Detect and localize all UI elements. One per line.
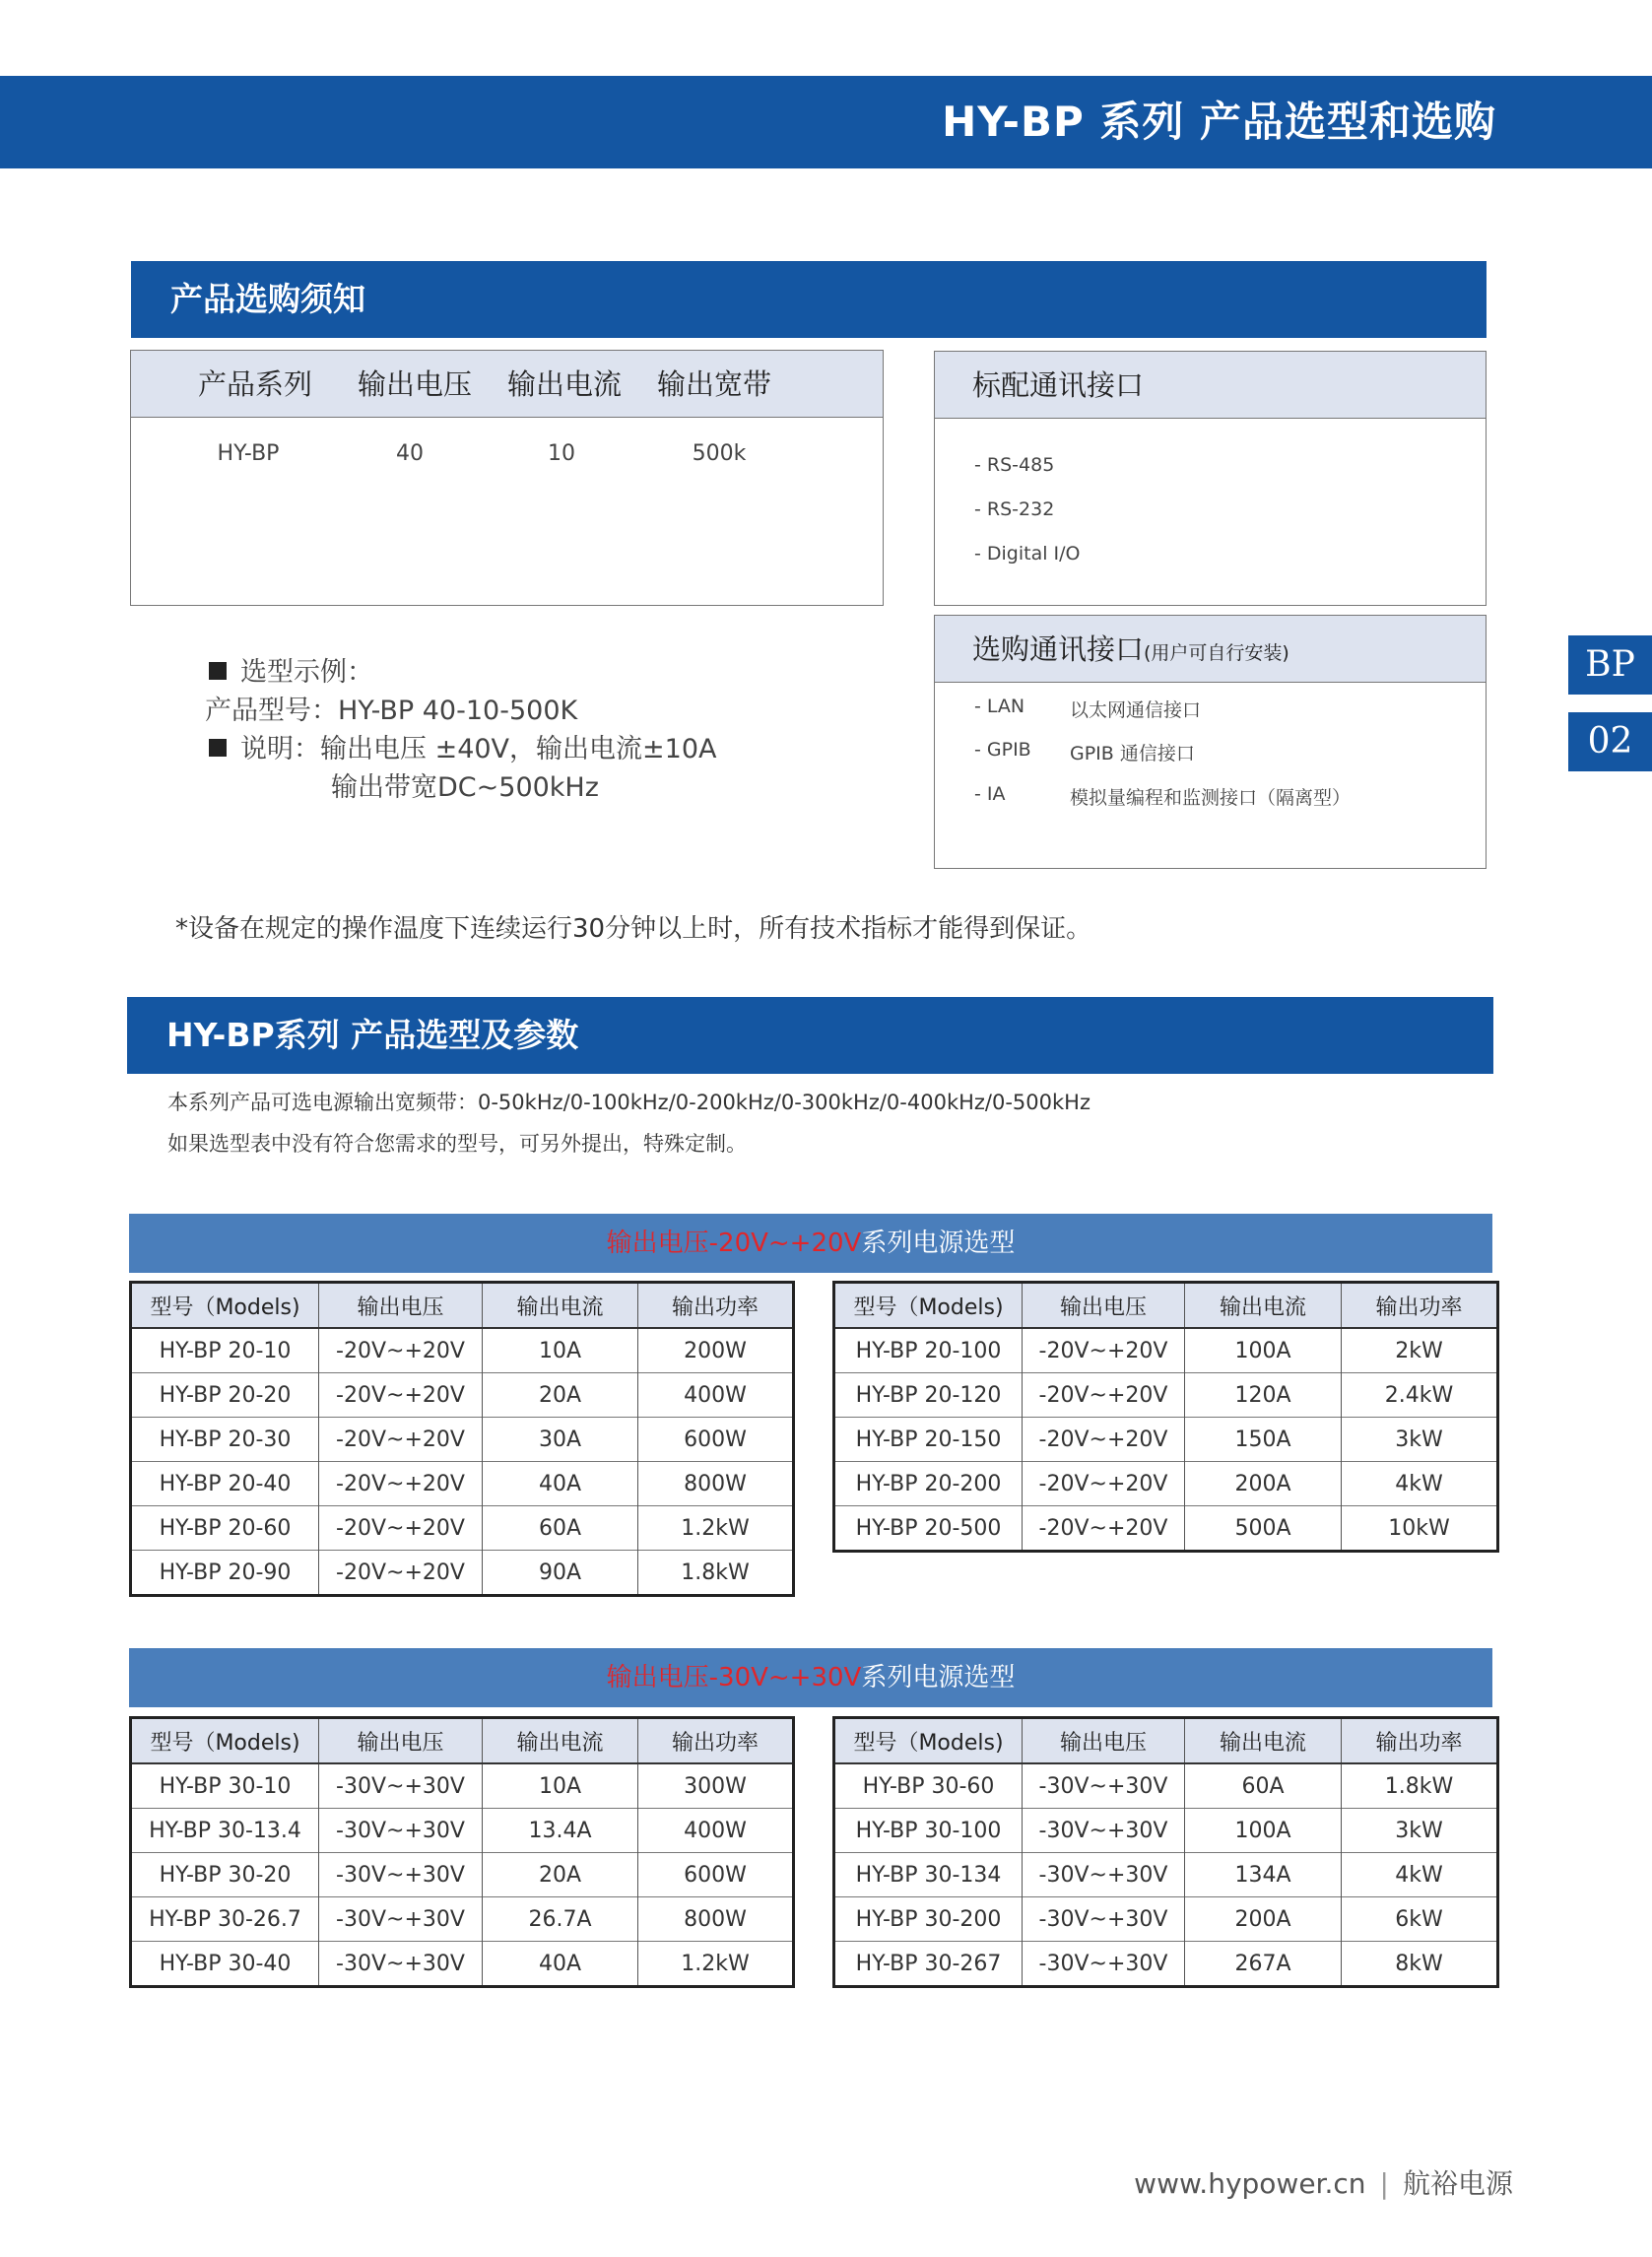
cell-model: HY-BP 20-120 — [834, 1373, 1023, 1418]
table-row — [131, 1551, 794, 1596]
cell-model: HY-BP 30-13.4 — [131, 1809, 319, 1853]
cell-power: 2kW — [1342, 1328, 1498, 1373]
cell-voltage: -30V~+30V — [1023, 1809, 1185, 1853]
series-20-title-suffix: 系列电源选型 — [861, 1228, 1016, 1258]
series-20-title-range: 输出电压-20V~+20V — [606, 1228, 862, 1258]
list-item: - Digital I/O — [974, 543, 1081, 564]
cell-current: 60A — [1185, 1763, 1342, 1809]
table-row — [131, 1373, 794, 1418]
col-header-model: 型号（Models) — [834, 1283, 1023, 1329]
example-line-3: 说明：输出电压 ±40V，输出电流±10A — [209, 730, 716, 768]
table-row — [131, 1809, 794, 1853]
table-row — [131, 1506, 794, 1551]
series-30-title-range: 输出电压-30V~+30V — [606, 1663, 862, 1693]
cell-voltage: -20V~+20V — [319, 1462, 483, 1506]
col-header-current: 输出电流 — [1185, 1283, 1342, 1329]
standard-interface-header — [935, 352, 1486, 419]
cell-voltage: -20V~+20V — [319, 1328, 483, 1373]
summary-value-series: HY-BP — [217, 441, 280, 466]
table-body — [131, 1763, 794, 1987]
table-row — [834, 1462, 1498, 1506]
cell-voltage: -20V~+20V — [319, 1373, 483, 1418]
cell-model: HY-BP 20-90 — [131, 1551, 319, 1596]
section-title: HY-BP系列 产品选型及参数 — [166, 1016, 579, 1054]
summary-header-series: 产品系列 — [198, 367, 313, 401]
cell-voltage: -20V~+20V — [1023, 1462, 1185, 1506]
cell-power: 400W — [638, 1809, 794, 1853]
cell-model: HY-BP 30-20 — [131, 1853, 319, 1897]
cell-voltage: -30V~+30V — [319, 1897, 483, 1942]
square-bullet-icon — [209, 739, 227, 757]
cell-current: 100A — [1185, 1809, 1342, 1853]
table-row — [131, 1328, 794, 1373]
table-header-row — [834, 1283, 1498, 1329]
col-header-model: 型号（Models) — [131, 1718, 319, 1764]
cell-model: HY-BP 30-200 — [834, 1897, 1023, 1942]
summary-value-bandwidth: 500k — [692, 441, 747, 466]
col-header-model: 型号（Models) — [131, 1283, 319, 1329]
optional-item-code: - LAN — [974, 696, 1025, 717]
col-header-voltage: 输出电压 — [1023, 1283, 1185, 1329]
cell-voltage: -20V~+20V — [319, 1506, 483, 1551]
table-row — [834, 1809, 1498, 1853]
cell-power: 1.2kW — [638, 1942, 794, 1987]
summary-value-current: 10 — [548, 441, 575, 466]
cell-model: HY-BP 20-30 — [131, 1418, 319, 1462]
col-header-current: 输出电流 — [483, 1718, 638, 1764]
footer-brand: 航裕电源 — [1402, 2167, 1513, 2200]
cell-power: 300W — [638, 1763, 794, 1809]
series-30-title-suffix: 系列电源选型 — [861, 1663, 1016, 1693]
summary-header-bandwidth: 输出宽带 — [657, 367, 772, 401]
optional-interface-title: 选购通讯接口 — [972, 632, 1145, 666]
table-row — [834, 1853, 1498, 1897]
cell-current: 90A — [483, 1551, 638, 1596]
section2-desc-2: 如果选型表中没有符合您需求的型号，可另外提出，特殊定制。 — [167, 1132, 747, 1156]
cell-voltage: -20V~+20V — [1023, 1328, 1185, 1373]
cell-model: HY-BP 20-150 — [834, 1418, 1023, 1462]
list-item: - RS-485 — [974, 454, 1055, 476]
cell-model: HY-BP 30-40 — [131, 1942, 319, 1987]
optional-interface-box — [934, 615, 1487, 869]
cell-current: 30A — [483, 1418, 638, 1462]
cell-power: 800W — [638, 1897, 794, 1942]
cell-power: 4kW — [1342, 1462, 1498, 1506]
summary-header-row — [131, 351, 883, 418]
cell-model: HY-BP 30-10 — [131, 1763, 319, 1809]
cell-voltage: -30V~+30V — [1023, 1853, 1185, 1897]
table-row — [834, 1763, 1498, 1809]
col-header-current: 输出电流 — [483, 1283, 638, 1329]
cell-model: HY-BP 20-10 — [131, 1328, 319, 1373]
table-row — [131, 1462, 794, 1506]
section-purchase-notes-bar — [131, 261, 1487, 338]
page-footer — [1134, 2162, 1513, 2202]
page-title: HY-BP 系列 产品选型和选购 — [942, 98, 1496, 146]
col-header-voltage: 输出电压 — [1023, 1718, 1185, 1764]
col-header-power: 输出功率 — [1342, 1283, 1498, 1329]
series-30-title-bar — [129, 1648, 1492, 1707]
table-body — [131, 1328, 794, 1596]
cell-current: 10A — [483, 1328, 638, 1373]
cell-voltage: -20V~+20V — [1023, 1418, 1185, 1462]
optional-interface-heading — [972, 616, 1289, 687]
example-line-1: 选型示例： — [209, 653, 373, 692]
table-row — [131, 1853, 794, 1897]
page-header-bar — [0, 76, 1652, 168]
cell-model: HY-BP 20-500 — [834, 1506, 1023, 1552]
cell-current: 40A — [483, 1942, 638, 1987]
cell-model: HY-BP 20-60 — [131, 1506, 319, 1551]
table-body — [834, 1763, 1498, 1987]
cell-current: 10A — [483, 1763, 638, 1809]
example-line-2: 产品型号：HY-BP 40-10-500K — [205, 696, 578, 726]
product-summary-box — [130, 350, 884, 606]
cell-power: 800W — [638, 1462, 794, 1506]
cell-current: 120A — [1185, 1373, 1342, 1418]
cell-model: HY-BP 20-20 — [131, 1373, 319, 1418]
cell-power: 400W — [638, 1373, 794, 1418]
cell-voltage: -20V~+20V — [1023, 1506, 1185, 1552]
col-header-power: 输出功率 — [638, 1718, 794, 1764]
section-selection-params-bar — [127, 997, 1493, 1074]
series-30-table-left — [129, 1716, 795, 1988]
cell-current: 500A — [1185, 1506, 1342, 1552]
col-header-model: 型号（Models) — [834, 1718, 1023, 1764]
list-item: - RS-232 — [974, 498, 1055, 520]
cell-power: 10kW — [1342, 1506, 1498, 1552]
cell-voltage: -30V~+30V — [319, 1853, 483, 1897]
cell-current: 200A — [1185, 1897, 1342, 1942]
table-header-row — [131, 1283, 794, 1329]
section2-desc-1: 本系列产品可选电源输出宽频带：0-50kHz/0-100kHz/0-200kHz/0-300kHz/0-400kHz/0-500kHz — [167, 1091, 1090, 1114]
optional-item-desc: 以太网通信接口 — [1070, 699, 1202, 721]
optional-item-desc: GPIB 通信接口 — [1070, 743, 1195, 764]
col-header-power: 输出功率 — [1342, 1718, 1498, 1764]
cell-current: 20A — [483, 1373, 638, 1418]
side-tab-series[interactable]: BP — [1568, 635, 1652, 695]
cell-current: 200A — [1185, 1462, 1342, 1506]
optional-interface-note: (用户可自行安装) — [1144, 642, 1289, 664]
cell-current: 40A — [483, 1462, 638, 1506]
side-tab-page[interactable]: 02 — [1568, 712, 1652, 771]
cell-power: 200W — [638, 1328, 794, 1373]
standard-interface-box — [934, 351, 1487, 606]
optional-item-code: - GPIB — [974, 739, 1031, 761]
col-header-current: 输出电流 — [1185, 1718, 1342, 1764]
optional-item-code: - IA — [974, 783, 1006, 805]
series-20-table-right — [832, 1281, 1499, 1553]
summary-value-voltage: 40 — [396, 441, 424, 466]
table-row — [131, 1942, 794, 1987]
example-line-4: 输出带宽DC~500kHz — [331, 772, 599, 803]
standard-interface-title: 标配通讯接口 — [972, 368, 1145, 402]
summary-header-voltage: 输出电压 — [358, 367, 473, 401]
cell-power: 3kW — [1342, 1809, 1498, 1853]
col-header-voltage: 输出电压 — [319, 1283, 483, 1329]
table-body — [834, 1328, 1498, 1552]
optional-item-desc: 模拟量编程和监测接口（隔离型） — [1070, 787, 1352, 809]
footer-separator: | — [1379, 2167, 1389, 2200]
cell-voltage: -30V~+30V — [319, 1763, 483, 1809]
series-20-table-left — [129, 1281, 795, 1597]
cell-power: 6kW — [1342, 1897, 1498, 1942]
table-row — [834, 1373, 1498, 1418]
table-row — [834, 1897, 1498, 1942]
table-row — [834, 1506, 1498, 1552]
table-header-row — [834, 1718, 1498, 1764]
summary-header-current: 输出电流 — [507, 367, 623, 401]
cell-power: 600W — [638, 1853, 794, 1897]
cell-power: 1.8kW — [1342, 1763, 1498, 1809]
table-row — [131, 1897, 794, 1942]
table-row — [131, 1763, 794, 1809]
cell-voltage: -20V~+20V — [319, 1418, 483, 1462]
table-row — [131, 1418, 794, 1462]
cell-model: HY-BP 30-60 — [834, 1763, 1023, 1809]
footer-url[interactable]: www.hypower.cn — [1134, 2167, 1366, 2200]
series-20-title-bar — [129, 1214, 1492, 1273]
cell-power: 600W — [638, 1418, 794, 1462]
cell-voltage: -30V~+30V — [1023, 1942, 1185, 1987]
cell-voltage: -20V~+20V — [319, 1551, 483, 1596]
cell-power: 8kW — [1342, 1942, 1498, 1987]
col-header-power: 输出功率 — [638, 1283, 794, 1329]
square-bullet-icon — [209, 662, 227, 680]
cell-power: 1.2kW — [638, 1506, 794, 1551]
cell-current: 60A — [483, 1506, 638, 1551]
cell-voltage: -30V~+30V — [319, 1809, 483, 1853]
table-row — [834, 1942, 1498, 1987]
table-row — [834, 1328, 1498, 1373]
cell-model: HY-BP 20-40 — [131, 1462, 319, 1506]
cell-model: HY-BP 30-100 — [834, 1809, 1023, 1853]
cell-power: 2.4kW — [1342, 1373, 1498, 1418]
table-header-row — [131, 1718, 794, 1764]
cell-model: HY-BP 30-267 — [834, 1942, 1023, 1987]
cell-model: HY-BP 30-26.7 — [131, 1897, 319, 1942]
cell-model: HY-BP 30-134 — [834, 1853, 1023, 1897]
cell-current: 26.7A — [483, 1897, 638, 1942]
cell-model: HY-BP 20-200 — [834, 1462, 1023, 1506]
cell-voltage: -30V~+30V — [1023, 1897, 1185, 1942]
table-row — [834, 1418, 1498, 1462]
cell-current: 150A — [1185, 1418, 1342, 1462]
cell-power: 4kW — [1342, 1853, 1498, 1897]
cell-current: 134A — [1185, 1853, 1342, 1897]
cell-model: HY-BP 20-100 — [834, 1328, 1023, 1373]
summary-data-row — [131, 418, 883, 477]
operating-note: *设备在规定的操作温度下连续运行30分钟以上时，所有技术指标才能得到保证。 — [175, 914, 1092, 944]
col-header-voltage: 输出电压 — [319, 1718, 483, 1764]
cell-power: 1.8kW — [638, 1551, 794, 1596]
cell-voltage: -30V~+30V — [319, 1942, 483, 1987]
cell-current: 267A — [1185, 1942, 1342, 1987]
cell-power: 3kW — [1342, 1418, 1498, 1462]
cell-voltage: -30V~+30V — [1023, 1763, 1185, 1809]
series-30-table-right — [832, 1716, 1499, 1988]
cell-current: 100A — [1185, 1328, 1342, 1373]
cell-current: 13.4A — [483, 1809, 638, 1853]
section-title: 产品选购须知 — [170, 280, 365, 318]
cell-current: 20A — [483, 1853, 638, 1897]
cell-voltage: -20V~+20V — [1023, 1373, 1185, 1418]
optional-interface-header — [935, 616, 1486, 683]
